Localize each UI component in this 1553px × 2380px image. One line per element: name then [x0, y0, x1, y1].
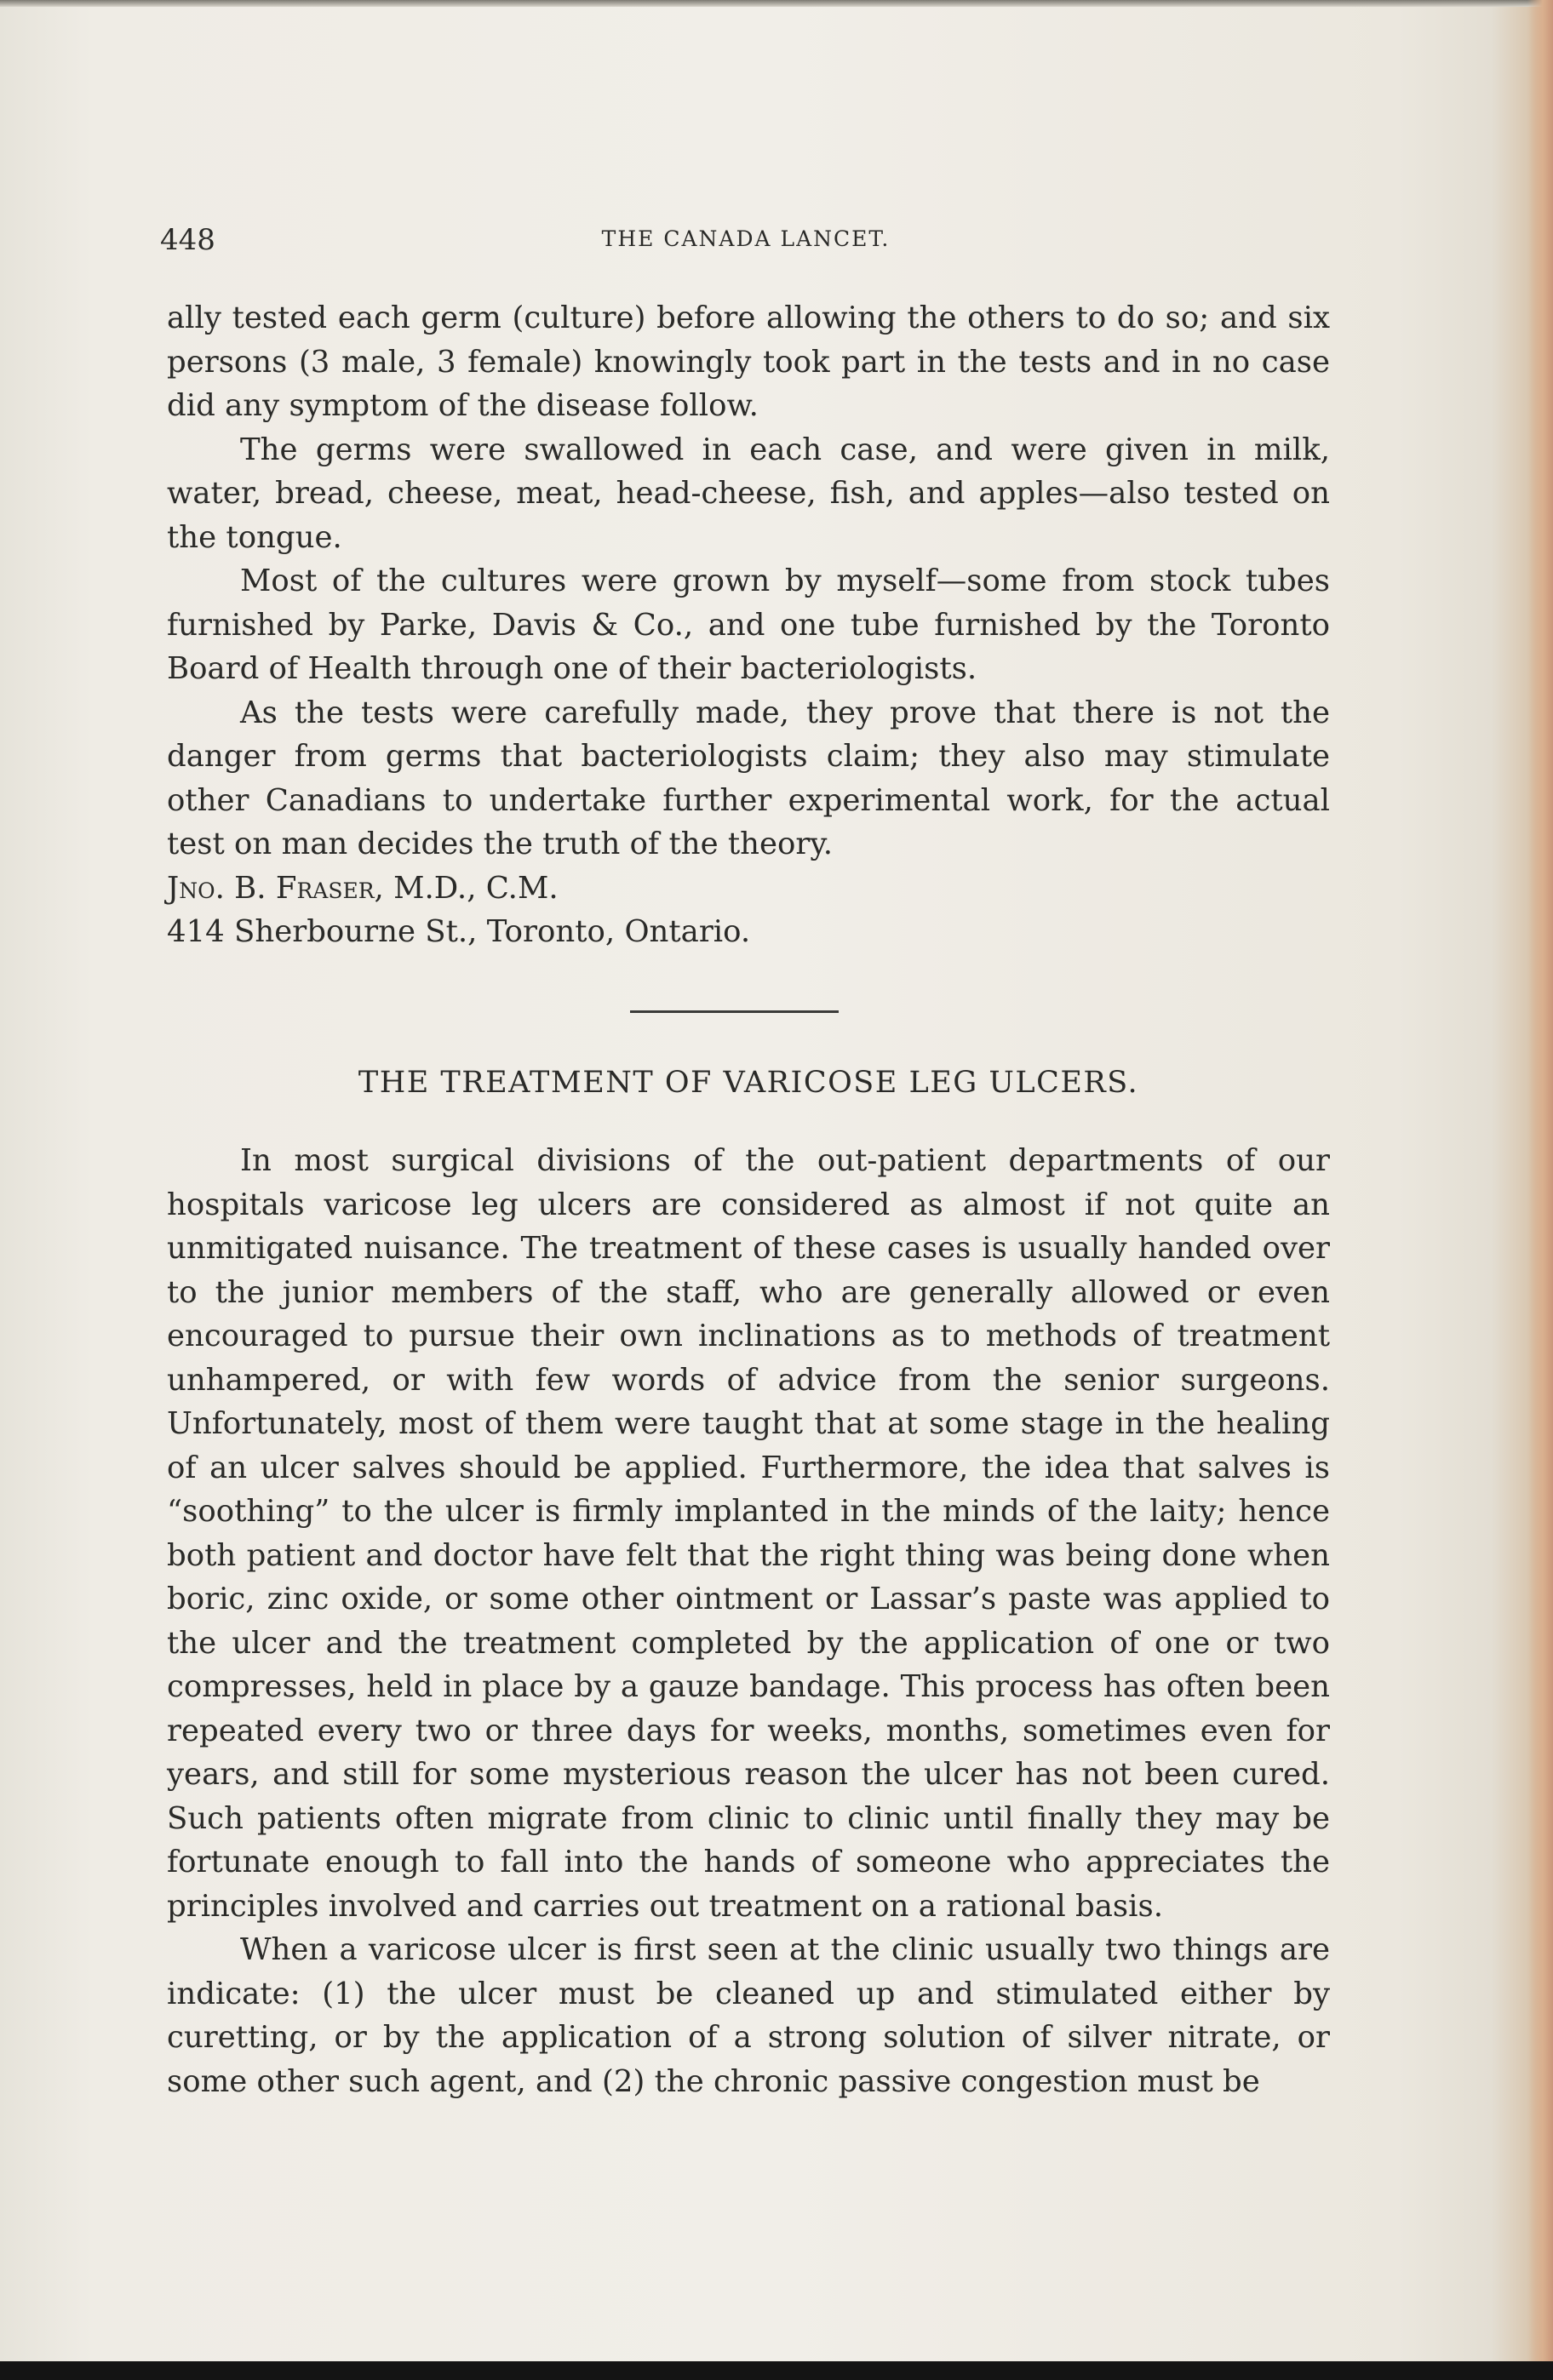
article-paragraph: In most surgical divisions of the out-patient departments of our hospitals varicose leg ulcers are considered as almost if not quite an unmitigated nuisance. The treatment of these cases is usually handed over to the junior members of the staff, who are generally allowed or even encouraged to pursue their own inclinations as to methods of treatment unhampered, or with few words of advice from the senior surgeons. Unfortunately, most of them were taught that at some stage in the healing of an ulcer salves should be applied. Furthermore, the idea that salves is “soothing” to the ulcer is firmly implanted in the minds of the laity; hence both patient and doctor have felt that the right thing was being done when boric, zinc oxide, or some other ointment or Lassar’s paste was applied to the ulcer and the treatment completed by the application of one or two compresses, held in place by a gauze bandage. This process has often been repeated every two or three days for weeks, months, sometimes even for years, and still for some mysterious reason the ulcer has not been cured. Such patients often migrate from clinic to clinic until finally they may be fortunate enough to fall into the hands of someone who appreciates the principles involved and carries out treatment on a rational basis. [167, 1143, 1330, 1924]
letter-paragraph: As the tests were carefully made, they prove that there is not the danger from germs that bacteriologists claim; they also may stimulate other Canadians to undertake further experimental work, for the actual test on man decides the truth of the theory. [167, 695, 1330, 861]
page-right-edge [1527, 0, 1553, 2380]
letter-signature: Jno. B. Fraser, M.D., C.M. [167, 870, 559, 906]
running-head: THE CANADA LANCET. [601, 226, 891, 251]
page-bottom-edge [0, 2361, 1553, 2380]
letter-paragraph: ally tested each germ (culture) before allowing the others to do so; and six persons (3 male, 3 female) knowingly took part in the tests and in no case did any symptom of the disease follow. [167, 300, 1330, 423]
page-header [160, 223, 1332, 266]
page-top-edge [0, 0, 1553, 7]
letter-paragraph: Most of the cultures were grown by myself—some from stock tubes furnished by Parke, Davis & Co., and one tube furnished by the Toronto Board of Health through one of their bacteriologists. [167, 564, 1330, 686]
article-title: THE TREATMENT OF VARICOSE LEG ULCERS. [358, 1066, 1139, 1100]
letter-address: 414 Sherbourne St., Toronto, Ontario. [167, 914, 751, 949]
section-divider [630, 1010, 839, 1013]
page-number: 448 [160, 223, 215, 257]
letter-paragraph: The germs were swallowed in each case, and were given in milk, water, bread, cheese, meat, head-cheese, fish, and apples—also tested on the tongue. [167, 432, 1330, 555]
article-paragraph: When a varicose ulcer is first seen at the clinic usually two things are indicate: (1) the ulcer must be cleaned up and stimulated either by curetting, or by the application of a strong solution of silver nitrate, or some other such agent, and (2) the chronic passive congestion must be [167, 1932, 1330, 2099]
letter-body [167, 296, 1330, 954]
article-body [167, 1139, 1330, 2103]
